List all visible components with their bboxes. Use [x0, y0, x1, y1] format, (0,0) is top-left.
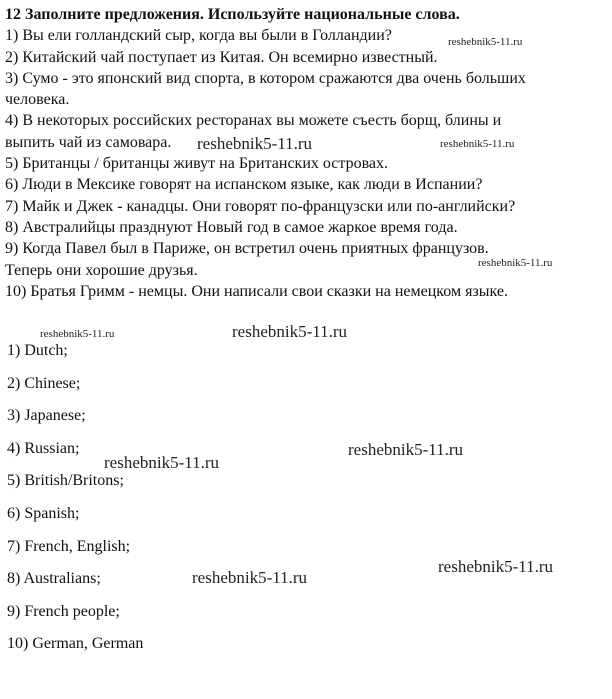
task-line: 9) Когда Павел был в Париже, он встретил очень приятных французов. — [5, 240, 489, 258]
task-line: 7) Майк и Джек - канадцы. Они говорят по-французски или по-английски? — [5, 197, 516, 215]
answer-item: 2) Chinese; — [7, 374, 81, 392]
answer-item: 4) Russian; — [7, 439, 80, 457]
task-line: 2) Китайский чай поступает из Китая. Он всемирно известный. — [5, 48, 438, 66]
answer-item: 7) French, English; — [7, 537, 131, 555]
watermark: reshebnik5-11.ru — [440, 138, 515, 150]
watermark: reshebnik5-11.ru — [232, 322, 348, 341]
task-line: 4) В некоторых российских ресторанах вы можете съесть борщ, блины и — [5, 112, 502, 130]
task-line: Теперь они хорошие друзья. — [5, 261, 198, 279]
answer-item: 3) Japanese; — [7, 407, 86, 425]
watermark: reshebnik5-11.ru — [348, 440, 464, 459]
task-line: 6) Люди в Мексике говорят на испанском языке, как люди в Испании? — [5, 176, 483, 194]
task-line: 10) Братья Гримм - немцы. Они написали свои сказки на немецком языке. — [5, 282, 508, 300]
task-line: человека. — [5, 91, 70, 109]
task-line: 8) Австралийцы празднуют Новый год в самое жаркое время года. — [5, 218, 458, 236]
answer-list — [7, 341, 427, 667]
watermark: reshebnik5-11.ru — [448, 36, 523, 48]
answer-item: 1) Dutch; — [7, 342, 68, 359]
task-line: 3) Сумо - это японский вид спорта, в котором сражаются два очень больших — [5, 69, 526, 87]
answer-item: 9) French people; — [7, 602, 120, 620]
watermark: reshebnik5-11.ru — [438, 557, 554, 576]
answer-item: 6) Spanish; — [7, 504, 80, 522]
answer-item: 8) Australians; — [7, 570, 101, 588]
watermark: reshebnik5-11.ru — [104, 453, 220, 472]
answer-item: 5) British/Britons; — [7, 472, 124, 490]
task-line: 5) Британцы / британцы живут на Британских островах. — [5, 155, 389, 173]
watermark: reshebnik5-11.ru — [197, 134, 313, 153]
task-line: 1) Вы ели голландский сыр, когда вы были в Голландии? — [5, 27, 392, 45]
answer-item: 10) German, German — [7, 635, 144, 653]
watermark: reshebnik5-11.ru — [192, 568, 308, 587]
watermark: reshebnik5-11.ru — [40, 328, 115, 340]
task-title: 12 Заполните предложения. Используйте национальные слова. — [5, 6, 460, 23]
task-line: выпить чай из самовара. — [5, 133, 172, 151]
watermark: reshebnik5-11.ru — [478, 257, 553, 269]
